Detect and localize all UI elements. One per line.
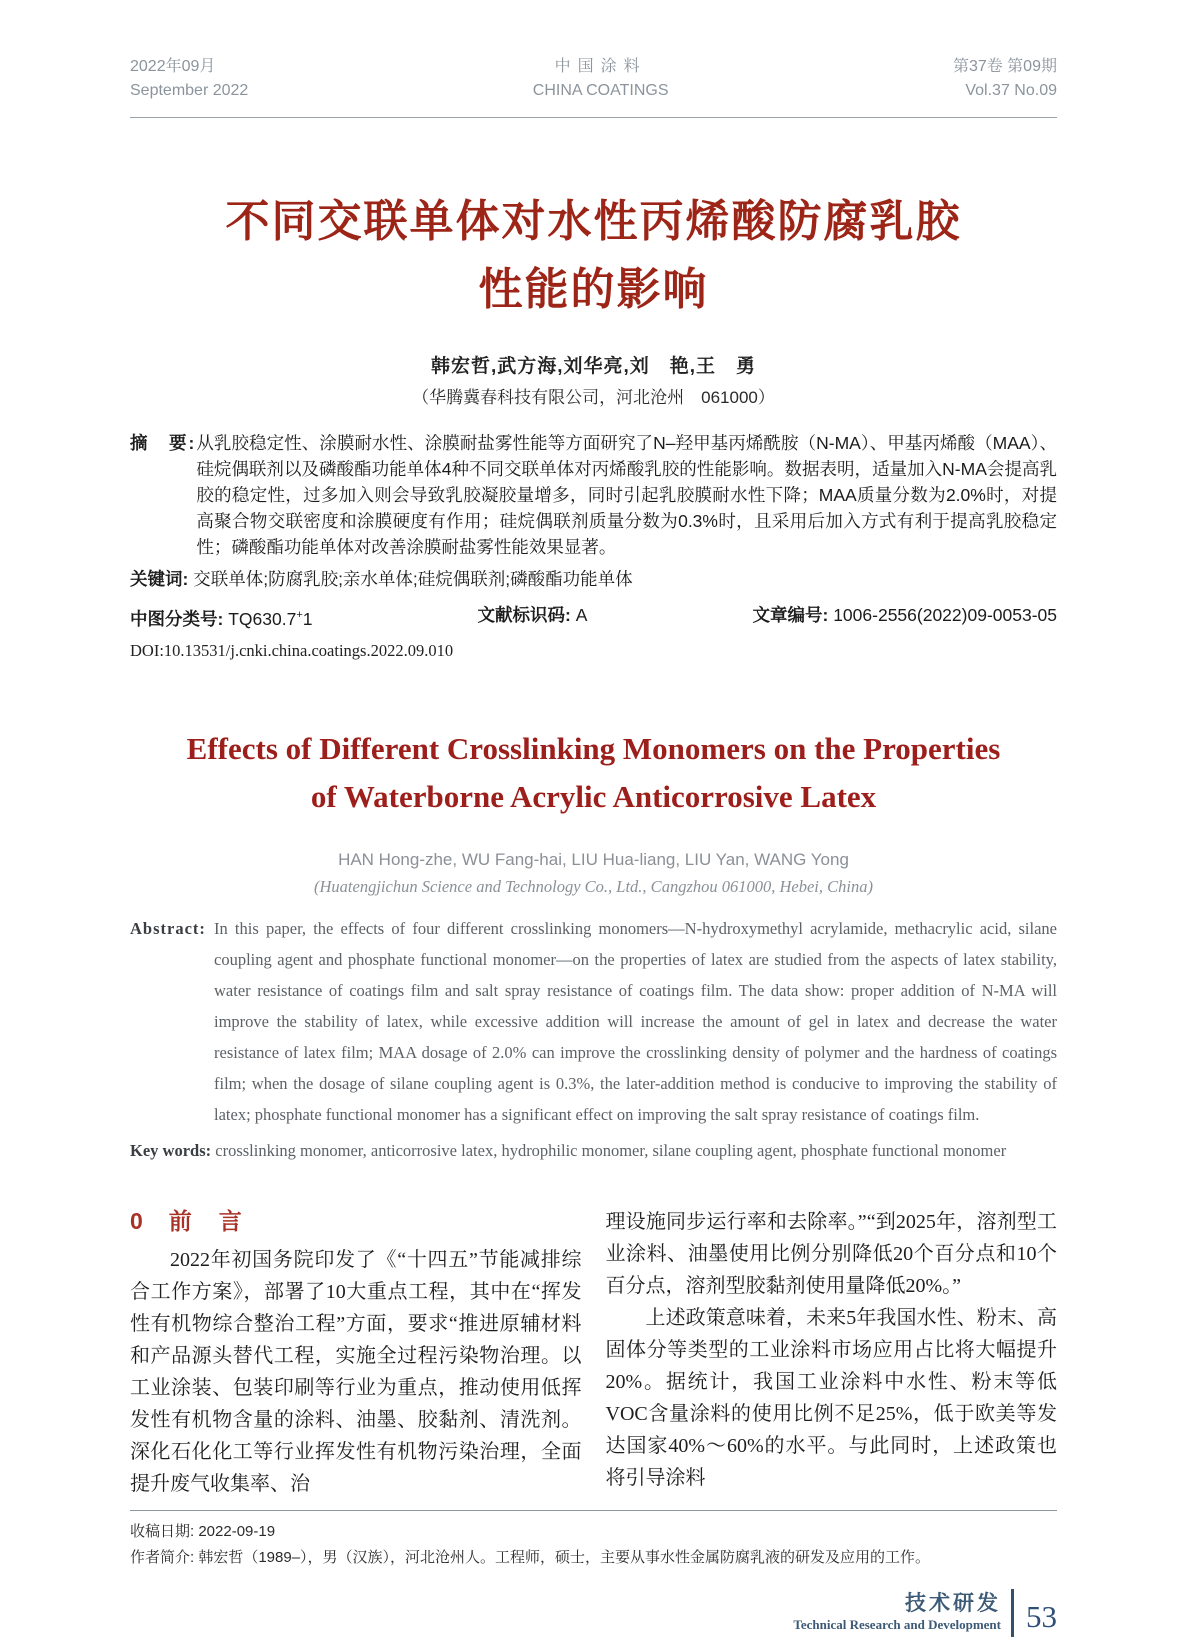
intro-paragraph-2: 上述政策意味着，未来5年我国水性、粉末、高固体分等类型的工业涂料市场应用占比将大幅提升20%。据统计，我国工业涂料中水性、粉末等低VOC含量涂料的使用比例不足25%，低于欧美等发达国家40%～60%的水平。与此同时，上述政策也将引导涂料 [605, 1307, 1057, 1490]
journal-name-en: CHINA COATINGS [532, 82, 669, 99]
received-date-label: 收稿日期: [130, 1523, 199, 1541]
clc-value-base: TQ630.7 [228, 609, 297, 630]
abstract-cn [130, 430, 1057, 560]
article-title-en-line1: Effects of Different Crosslinking Monomers on the Properties [186, 731, 1001, 767]
header-date-cn: 2022年09月 [130, 58, 216, 75]
clc-value-tail: 1 [302, 609, 313, 630]
keywords-en [130, 1136, 1057, 1166]
section-number: 0 [130, 1208, 143, 1235]
clc-value-sup: + [296, 609, 303, 622]
page-number: 53 [1026, 1599, 1057, 1635]
keywords-cn-text: 交联单体;防腐乳胶;亲水单体;硅烷偶联剂;磷酸酯功能单体 [193, 569, 633, 590]
affiliation-cn: （华腾冀春科技有限公司，河北沧州 061000） [412, 388, 775, 408]
column-name-cn: 技术研发 [905, 1592, 1001, 1616]
article-title-cn-line2: 性能的影响 [478, 265, 709, 314]
document-code [478, 602, 588, 632]
affiliation-en: (Huatengjichun Science and Technology Co., Ltd., Cangzhou 061000, Hebei, China) [314, 877, 873, 897]
column-name-en: Technical Research and Development [793, 1617, 1001, 1633]
authors-cn: 韩宏哲,武方海,刘华亮,刘 艳,王 勇 [430, 356, 757, 378]
section-title: 前 言 [168, 1208, 244, 1235]
article-id-value: 1006-2556(2022)09-0053-05 [833, 605, 1057, 626]
document-code-value: A [575, 605, 588, 626]
article-title-cn-line1: 不同交联单体对水性丙烯酸防腐乳胶 [225, 197, 962, 246]
clc-number [130, 602, 312, 632]
body-column-right [606, 1206, 1058, 1500]
footer-badge [130, 1585, 1057, 1641]
issue-info-cn: 第37卷 第09期 [952, 58, 1057, 75]
keywords-cn-label: 关键词: [130, 569, 189, 590]
issue-info-en: Vol.37 No.09 [965, 82, 1057, 99]
journal-header [130, 55, 1057, 118]
header-date [130, 55, 248, 103]
header-date-en: September 2022 [130, 82, 249, 99]
article-title-cn [130, 188, 1057, 324]
authors-en: HAN Hong-zhe, WU Fang-hai, LIU Hua-liang, LIU Yan, WANG Yong [338, 850, 849, 870]
clc-label: 中图分类号: [130, 609, 229, 630]
column-name [793, 1592, 1001, 1634]
article-id [753, 602, 1058, 632]
author-bio-value: 韩宏哲（1989–），男（汉族），河北沧州人。工程师，硕士，主要从事水性金属防腐乳液的研发及应用的工作。 [198, 1549, 931, 1567]
journal-name-cn: 中国涂料 [554, 58, 647, 75]
abstract-en-text: In this paper, the effects of four different crosslinking monomers—N-hydroxymethyl acrylamide, methacrylic acid, silane coupling agent and phosphate functional monomer—on the properties of latex are studied from the aspects of latex stability, water resistance of coatings film and salt spray resistance of coatings film. The data show: proper addition of N-MA will improve the stability of latex, while excessive addition will increase the amount of gel in latex and decrease the water resistance of latex film; MAA dosage of 2.0% can improve the crosslinking density of polymer and the hardness of coatings film; when the dosage of silane coupling agent is 0.3%, the later-addition method is conducive to improving the stability of latex; phosphate functional monomer has a significant effect on improving the salt spray resistance of coatings film. [214, 919, 1057, 1125]
footnote [130, 1510, 1057, 1571]
abstract-cn-text: 从乳胶稳定性、涂膜耐水性、涂膜耐盐雾性能等方面研究了N–羟甲基丙烯酰胺（N-MA）、甲基丙烯酸（MAA）、硅烷偶联剂以及磷酸酯功能单体4种不同交联单体对丙烯酸乳胶的性能影响。数据表明，适量加入N-MA会提高乳胶的稳定性，过多加入则会导致乳胶凝胶量增多，同时引起乳胶膜耐水性下降；MAA质量分数为2.0%时，对提高聚合物交联密度和涂膜硬度有作用；硅烷偶联剂质量分数为0.3%时，且采用后加入方式有利于提高乳胶稳定性；磷酸酯功能单体对改善涂膜耐盐雾性能效果显著。 [196, 433, 1057, 558]
received-date [130, 1519, 1057, 1545]
article-id-label: 文章编号: [752, 605, 834, 626]
keywords-en-text: crosslinking monomer, anticorrosive latex, hydrophilic monomer, silane coupling agent, phosphate functional monomer [215, 1141, 1007, 1161]
article-meta-row [130, 602, 1057, 632]
intro-paragraph-1: 2022年初国务院印发了《“十四五”节能减排综合工作方案》，部署了10大重点工程，其中在“挥发性有机物综合整治工程”方面，要求“推进原辅材料和产品源头替代工程，实施全过程污染物治理。以工业涂装、包装印刷等行业为重点，推动使用低挥发性有机物含量的涂料、油墨、胶黏剂、清洗剂。深化石化化工等行业挥发性有机物污染治理，全面提升废气收集率、治 [130, 1249, 582, 1496]
keywords-en-label: Key words: [130, 1141, 212, 1161]
article-title-en [130, 725, 1057, 821]
author-bio [130, 1545, 1057, 1571]
header-journal-name [533, 55, 669, 103]
abstract-cn-label: 摘 要: [130, 433, 197, 454]
document-code-label: 文献标识码: [477, 605, 576, 626]
author-bio-label: 作者简介: [130, 1549, 199, 1567]
abstract-en-label: Abstract: [130, 919, 206, 939]
header-issue-info [953, 55, 1057, 103]
abstract-en [130, 913, 1057, 1130]
body-column-left [130, 1206, 582, 1500]
page-divider-bar [1011, 1589, 1014, 1637]
article-title-en-line2: of Waterborne Acrylic Anticorrosive Latex [310, 779, 877, 815]
intro-paragraph-1-continued: 理设施同步运行率和去除率。”“到2025年，溶剂型工业涂料、油墨使用比例分别降低20个百分点和10个百分点，溶剂型胶黏剂使用量降低20%。” [605, 1211, 1057, 1298]
section-heading-intro [130, 1206, 582, 1236]
keywords-cn [130, 566, 1057, 592]
received-date-value: 2022-09-19 [198, 1523, 276, 1541]
body-columns [130, 1206, 1057, 1500]
doi: DOI:10.13531/j.cnki.china.coatings.2022.09.010 [130, 641, 454, 661]
